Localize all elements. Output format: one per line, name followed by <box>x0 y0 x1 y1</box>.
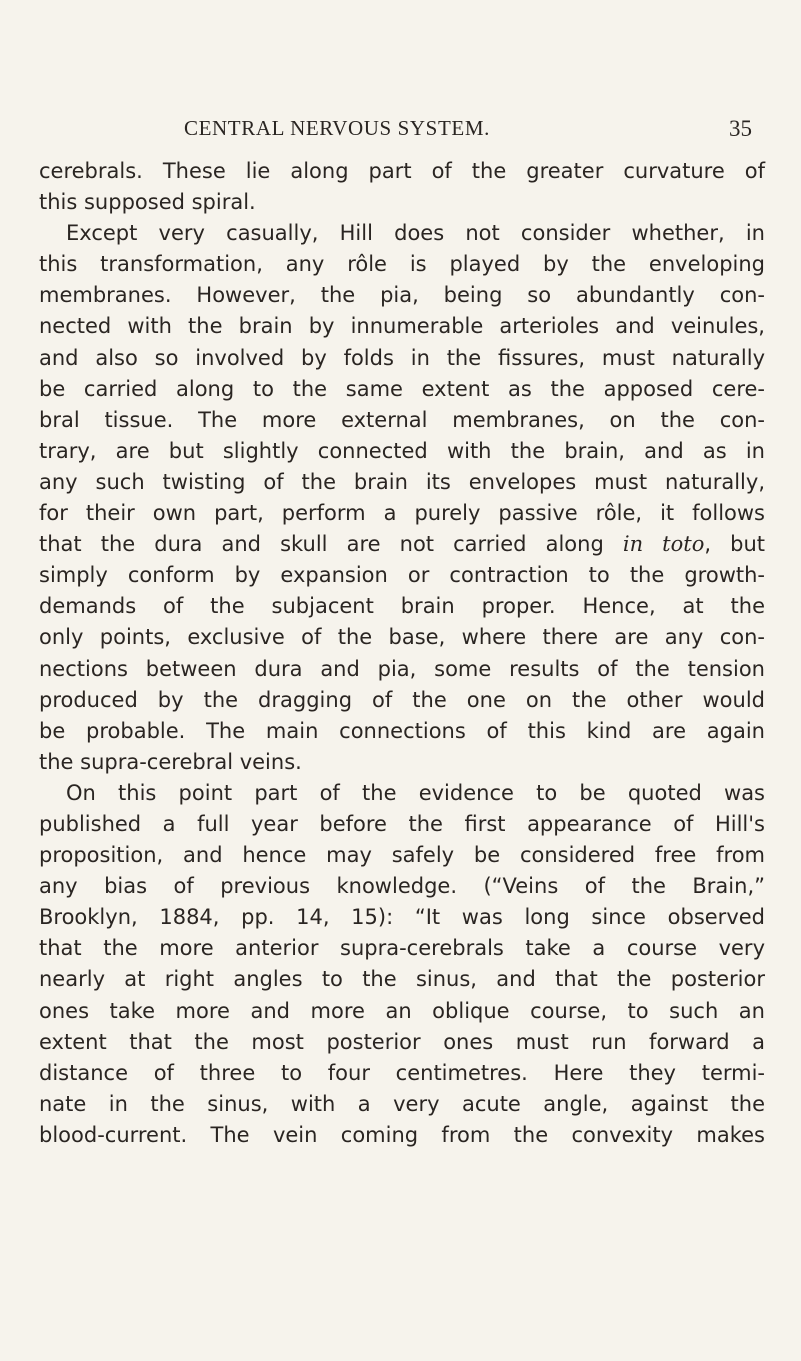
text-line: trary, are but slightly connected with the brain, and as in <box>39 438 765 463</box>
text-line: be carried along to the same extent as the apposed cere- <box>39 376 765 401</box>
text-line: nate in the sinus, with a very acute angle, against the <box>39 1091 765 1116</box>
text-line: produced by the dragging of the one on the other would <box>39 687 765 712</box>
text-line: membranes. However, the pia, being so abundantly con- <box>39 283 765 308</box>
text-line: extent that the most posterior ones must run forward a <box>39 1029 765 1054</box>
page-header <box>0 116 801 146</box>
text-line: blood-current. The vein coming from the convexity makes <box>39 1122 765 1147</box>
text-line: published a full year before the first appearance of Hill's <box>39 811 765 836</box>
text-line: Brooklyn, 1884, pp. 14, 15): “It was long since observed <box>39 905 765 930</box>
text-line: any bias of previous knowledge. (“Veins of the Brain,” <box>39 874 765 899</box>
text-line: nearly at right angles to the sinus, and that the posterior <box>39 967 765 992</box>
text-line: nections between dura and pia, some results of the tension <box>39 656 765 681</box>
text-line: the supra-cerebral veins. <box>39 749 302 774</box>
text-line: any such twisting of the brain its envelopes must naturally, <box>39 469 765 494</box>
text-line: for their own part, perform a purely passive rôle, it follows <box>39 501 765 526</box>
text-line-with-italic <box>39 529 765 560</box>
text-line: bral tissue. The more external membranes, on the con- <box>39 407 765 432</box>
text-line: demands of the subjacent brain proper. Hence, at the <box>39 594 765 619</box>
text-line: simply conform by expansion or contraction to the growth- <box>39 563 765 588</box>
text-line: only points, exclusive of the base, where there are any con- <box>39 625 765 650</box>
paragraph-first-line: Except very casually, Hill does not consider whether, in <box>66 221 765 246</box>
text-segment: that the dura and skull are not carried along <box>39 532 623 557</box>
italic-phrase: in toto <box>622 532 705 557</box>
text-line: ones take more and more an oblique course, to such an <box>39 998 765 1023</box>
text-line: proposition, and hence may safely be considered free from <box>39 843 765 868</box>
text-line: this supposed spiral. <box>39 190 256 215</box>
text-line: this transformation, any rôle is played by the enveloping <box>39 252 765 277</box>
running-head: CENTRAL NERVOUS SYSTEM. <box>184 116 490 140</box>
text-line: cerebrals. These lie along part of the greater curvature of <box>39 159 765 183</box>
page-number: 35 <box>729 116 752 141</box>
text-line: and also so involved by folds in the fissures, must naturally <box>39 345 765 370</box>
body-text <box>39 156 765 1151</box>
text-line: that the more anterior supra-cerebrals take a course very <box>39 936 765 961</box>
text-line: be probable. The main connections of this kind are again <box>39 718 765 743</box>
text-segment: , but <box>704 532 765 557</box>
text-line: distance of three to four centimetres. Here they termi- <box>39 1060 765 1085</box>
text-line: nected with the brain by innumerable arterioles and veinules, <box>39 314 765 339</box>
paragraph-first-line: On this point part of the evidence to be quoted was <box>66 780 765 805</box>
